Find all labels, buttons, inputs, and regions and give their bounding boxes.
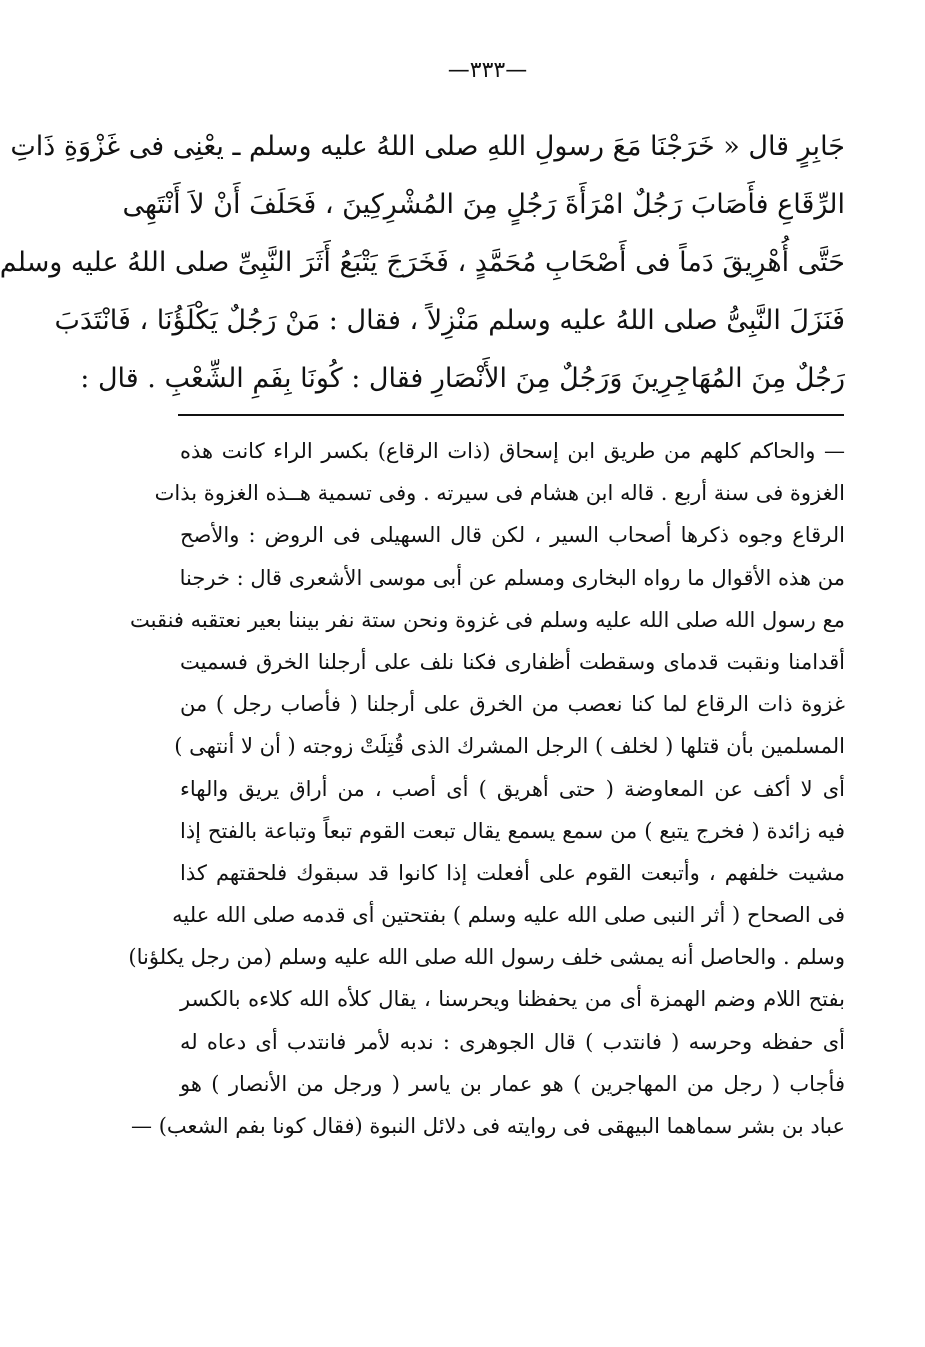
footnote-line: المسلمين بأن قتلها ( لخلف ) الرجل المشرك الذى قُتِلَتْ زوجته ( أن لا أنتهى ) <box>174 734 845 759</box>
footnote-line: عباد بن بشر سماهما البيهقى فى روايته فى دلائل النبوة (فقال كونا بفم الشعب) — <box>131 1114 845 1138</box>
footnote-line: الرقاع وجوه ذكرها أصحاب السير ، لكن قال السهيلى فى الروض : والأصح <box>180 523 845 548</box>
footnote-line: الغزوة فى سنة أربع . قاله ابن هشام فى سيرته . وفى تسمية هــذه الغزوة بذات <box>154 481 845 506</box>
footnote-line: من هذه الأقوال ما رواه البخارى ومسلم عن أبى موسى الأشعرى قال : خرجنا <box>179 565 845 590</box>
footnote-line: فأجاب ( رجل من المهاجرين ) هو عمار بن ياسر ( ورجل من الأنصار ) هو <box>180 1071 845 1096</box>
footnote-line: مشيت خلفهم ، وأتبعت القوم على أفعلت إذا كانوا قد سبقوك فلحقتهم كذا <box>180 860 845 885</box>
footnote-line: بفتح اللام وضم الهمزة أى من يحفظنا ويحرسنا ، يقال كلأه الله كلاءه بالكسر <box>180 987 845 1012</box>
footnote-line: غزوة ذات الرقاع لما كنا نعصب من الخرق على أرجلنا ( فأصاب رجل ) من <box>180 692 845 717</box>
footnote-line: مع رسول الله صلى الله عليه وسلم فى غزوة ونحن ستة نفر بيننا بعير نعتقبه فنقبت <box>130 607 845 632</box>
footnote-line: فيه زائدة ( فخرج يتبع ) من سمع يسمع يقال تبعت القوم تبعاً وتباعة بالفتح إذا <box>180 818 845 843</box>
footnote-divider <box>178 414 844 416</box>
main-text-line: رَجُلٌ مِنَ المُهَاجِرِينَ وَرَجُلٌ مِنَ الأَنْصَارِ فقال : كُونَا بِفَمِ الشِّعْبِ . قال : <box>80 363 845 394</box>
footnote-line: فى الصحاح ( أثر النبى صلى الله عليه وسلم ) بفتحتين أى قدمه صلى الله عليه <box>172 903 845 928</box>
footnote-line: أى حفظه وحرسه ( فانتدب ) قال الجوهرى : ندبه لأمر فانتدب أى دعاه له <box>180 1029 845 1054</box>
footnote-line: أى لا أكف عن المعاوضة ( حتى أهريق ) أى أصب ، من أراق يريق والهاء <box>180 776 845 801</box>
footnote-commentary <box>128 430 845 1147</box>
footnote-line: — والحاكم كلهم من طريق ابن إسحاق (ذات الرقاع) بكسر الراء كانت هذه <box>180 439 845 463</box>
main-text-line: فَنَزَلَ النَّبِىُّ صلى اللهُ عليه وسلم مَنْزِلاً ، فقال : مَنْ رَجُلٌ يَكْلَؤُنَا ، فَانْتَدَبَ <box>54 305 845 336</box>
page-number: —٣٣٣— <box>447 58 528 83</box>
main-text-line: الرِّقَاعِ فأَصَابَ رَجُلٌ امْرَأَةَ رَجُلٍ مِنَ المُشْرِكِينَ ، فَحَلَفَ أَنْ لاَ أَنْتَهِى <box>122 189 845 220</box>
main-text <box>0 118 845 408</box>
footnote-line: أقدامنا ونقبت قدماى وسقطت أظفارى فكنا نلف على أرجلنا الخرق فسميت <box>180 649 845 674</box>
main-text-line: حَتَّى أُهْرِيقَ دَماً فى أَصْحَابِ مُحَمَّدٍ ، فَخَرَجَ يَتْبَعُ أَثَرَ النَّبِىِّ صلى اللهُ عليه وسلم <box>0 247 845 278</box>
footnote-line: وسلم . والحاصل أنه يمشى خلف رسول الله صلى الله عليه وسلم (من رجل يكلؤنا) <box>128 945 845 970</box>
main-text-line: جَابِرٍ قال « خَرَجْنَا مَعَ رسولِ اللهِ صلى اللهُ عليه وسلم ـ يعْنِى فى غَزْوَةِ ذَاتِ <box>10 131 845 162</box>
